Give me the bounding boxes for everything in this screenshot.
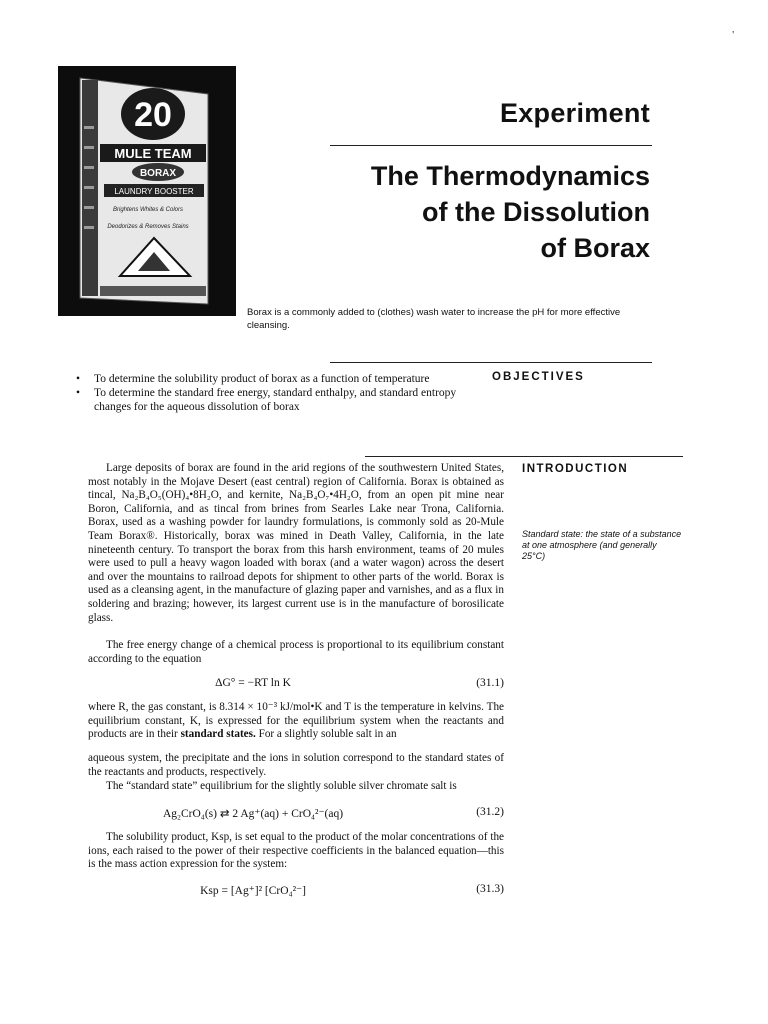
box-product: BORAX [139,168,177,179]
paragraph-3-tail: For a slightly soluble salt in an [255,728,397,741]
equation-expression: Ksp = [Ag⁺]² [CrO₄²⁻] [200,885,306,897]
objective-item: • To determine the solubility product of borax as a function of temperature [74,372,484,386]
intro-paragraph-5: The “standard state” equilibrium for the slightly soluble silver chromate salt is [106,780,457,792]
intro-paragraph-4: aqueous system, the precipitate and the ions in solution correspond to the standard states of the reactants and products, respectively. [88,752,504,778]
intro-paragraph-3 [88,701,504,742]
paragraph-3-text: where R, the gas constant, is 8.314 × 10⁻³ kJ/mol•K and T is the temperature in kelvins. The equilibrium constant, K, is expressed for the equilibrium system when the reactants and products are in their [88,701,504,741]
box-number: 20 [134,96,172,134]
standard-state-note: Standard state: the state of a substance at one atmosphere (and generally 25°C) [522,529,682,561]
box-tag: LAUNDRY BOOSTER [114,187,194,196]
introduction-heading: INTRODUCTION [522,463,629,475]
equation-expression: Ag₂CrO₄(s) ⇄ 2 Ag⁺(aq) + CrO₄²⁻(aq) [162,808,344,820]
box-line1: Brightens Whites & Colors [112,207,184,213]
equation-number: (31.3) [476,883,504,895]
title-line-1: The Thermodynamics [370,161,650,191]
objectives-heading: OBJECTIVES [492,371,585,383]
objective-item: • To determine the standard free energy, standard enthalpy, and standard entropy changes for the aqueous dissolution of borax [74,386,484,414]
title-line-2: of the Dissolution [422,197,650,227]
box-line2: Deodorizes & Removes Stains [107,224,189,230]
introduction-rule [365,456,683,457]
objectives-rule [330,362,652,363]
header-rule [330,145,652,146]
title-line-3: of Borax [540,233,650,263]
experiment-label: Experiment [499,98,650,128]
equation-number: (31.1) [476,677,504,689]
corner-mark: ' [732,30,734,41]
intro-paragraph-2: The free energy change of a chemical process is proportional to its equilibrium constant according to the equation [88,639,504,665]
experiment-title [230,158,650,266]
standard-states-term: standard states. [180,728,256,741]
equation-number: (31.2) [476,806,504,818]
photo-caption: Borax is a commonly added to (clothes) wash water to increase the pH for more effective cleansing. [247,307,621,331]
borax-box-illustration [58,66,236,316]
equation-expression: ΔG° = −RT ln K [215,677,291,689]
objectives-list [74,372,484,414]
box-brand: MULE TEAM [114,146,192,161]
intro-paragraph-6: The solubility product, Ksp, is set equal to the product of the molar concentrations of the ions, each raised to the power of their respective coefficients in the balanced equation—this is the mass action expression for the system: [88,831,504,871]
intro-paragraph-1: Large deposits of borax are found in the arid regions of the southwestern United States, most notably in the Mojave Desert (east central) region of California. Borax is obtained as tincal, Na₂B₄O₅(OH)₄•8H₂O, and kernite, Na₂B₄O₇•4H₂O, from an open pit mine near Boron, California, and as tincal from brines from Searles Lake near Trona, California. Borax, used as a washing powder for laundry formulations, is commonly sold as 20-Mule Team Borax®. Historically, borax was mined in Death Valley, California, in the late nineteenth century. To transport the borax from this harsh environment, teams of 20 mules were used to pull a heavy wagon loaded with borax (and a water wagon) across the desert and over the mountains to railroad depots for shipment to other parts of the world. Borax is used as a cleansing agent, in the manufacture of glazing paper and varnishes, and as a flux in soldering and brazing; however, its largest current use is in the manufacture of borosilicate glass. [88,462,504,624]
borax-box-photo [58,66,236,316]
